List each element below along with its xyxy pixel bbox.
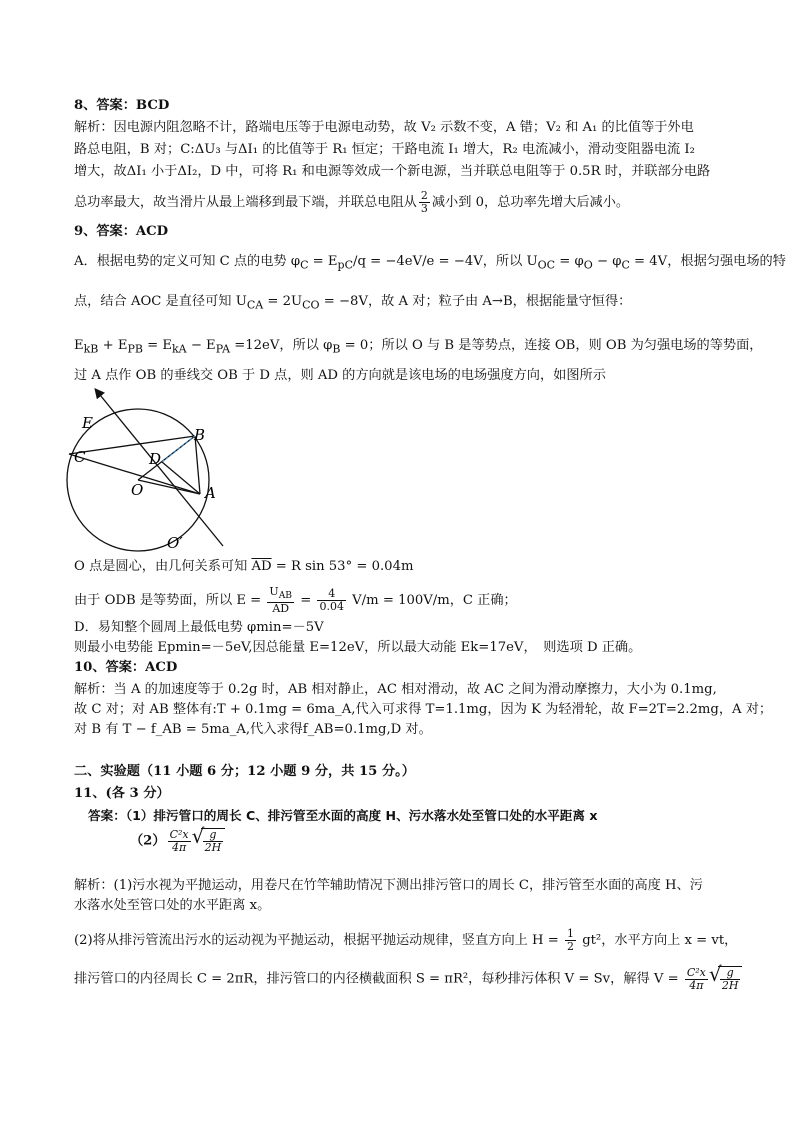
q9-l5-a: O 点是圆心，由几何关系可知: [74, 559, 252, 574]
q9-l2-a: 点，结合 AOC 是直径可知 U: [74, 294, 247, 309]
q11-e3-frac-num: C²x: [686, 965, 706, 979]
q11-e3-sqrt-den: 2H: [721, 979, 739, 992]
q9-frac-1: [267, 586, 294, 615]
q8-line3: 增大，故ΔI₁ 小于ΔI₂，D 中，可将 R₁ 和电源等效成一个新电源，当并联总电阻等于 0.5R 时，并联部分电路: [74, 164, 711, 179]
label-A: A: [205, 484, 216, 502]
q9-l1-b: C: [300, 258, 309, 272]
q9-frac-2-num: 4: [317, 588, 346, 601]
q11-e2a-text: (2)将从排污管流出污水的运动视为平抛运动，根据平抛运动规律，竖直方向上 H =: [74, 933, 563, 948]
section2-title: 二、实验题（11 小题 6 分；12 小题 9 分，共 15 分。）: [74, 764, 415, 779]
q9-l2-b: CA: [246, 298, 264, 312]
q9-l3-h: PA: [215, 342, 231, 356]
q11-ans-frac: [168, 829, 191, 854]
label-O: O: [131, 481, 144, 499]
q9-frac-2-den: 0.04: [319, 600, 344, 614]
q11-e3-sqrt-num: √ g: [720, 967, 741, 980]
q11-explain-2a: [74, 927, 738, 953]
q9-line3: [74, 336, 763, 360]
q9-l3-i: =12eV，所以 φ: [230, 338, 333, 353]
q8-line1: 解析：因电源内阻忽略不计，路端电压等于电源电动势，故 V₂ 示数不变，A 错；V₂ 和 A₁ 的比值等于外电: [74, 120, 694, 135]
q9-l3-b: kB: [83, 342, 99, 356]
q9-l5-b: $\overline{AD}$: [251, 559, 272, 574]
q9-l1-d: pC: [337, 258, 354, 272]
q11-e3-frac-den: 4π: [689, 978, 704, 992]
q9-l3-e: = E: [142, 338, 173, 353]
q11-ans-sqrt-frac: [203, 829, 224, 854]
q11-explain-3: [74, 965, 739, 992]
q9-line8: 则最小电势能 Epmin=－5eV,因总能量 E=12eV，所以最大动能 Ek=17eV， 则选项 D 正确。: [74, 640, 642, 655]
q9-l1-k: = 4V，根据匀强电场的特: [629, 254, 786, 269]
q9-line1: [74, 252, 786, 276]
q11-answer-2: [130, 828, 780, 854]
q9-l3-j: B: [332, 342, 341, 356]
q8-frac-den: 3: [420, 202, 428, 215]
label-C: C: [74, 448, 86, 466]
q11-ans-sqrt: [201, 828, 226, 854]
q11-ans-frac-den: 4π: [171, 840, 187, 854]
q11-ans2-label: （2）: [130, 833, 166, 849]
label-E: E: [82, 414, 93, 432]
q9-frac-1-sub: AB: [278, 590, 293, 602]
geometry-figure: [66, 384, 246, 554]
label-O-prime: O′: [167, 534, 183, 552]
q9-frac-1-den: AD: [272, 602, 290, 616]
q9-l1-a: A．根据电势的定义可知 C 点的电势 φ: [74, 254, 301, 269]
q11-e3-sqrt-frac: [720, 967, 741, 992]
q10-line1: 解析：当 A 的加速度等于 0.2g 时，AB 相对静止，AC 相对滑动，故 AC 之间为滑动摩擦力，大小为 0.1mg,: [74, 682, 717, 697]
q10-line2: 故 C 对；对 AB 整体有:T + 0.1mg = 6ma_A,代入可求得 T=1.1mg，因为 K 为轻滑轮，故 F=2T=2.2mg，A 对；: [74, 702, 773, 717]
q11-e2-frac-den: 2: [567, 940, 574, 953]
q11-e2-frac-num: 1: [567, 927, 574, 940]
q11-e3-sqrt: [718, 966, 743, 992]
q9-frac-1-num: [267, 586, 294, 603]
q9-l3-c: + E: [98, 338, 128, 353]
q9-l3-g: − E: [186, 338, 216, 353]
q11-answer-1: 答案：（1）排污管口的周长 C、排污管至水面的高度 H、污水落水处至管口处的水平距离 x: [88, 808, 598, 823]
q9-line5: [74, 557, 724, 577]
q11-e3-text: 排污管口的内径周长 C = 2πR，排污管口的内径横截面积 S = πR²，每秒排污体积 V = Sv，解得 V =: [74, 971, 683, 987]
q8-line4-b: 减小到 0，总功率先增大后减小。: [431, 195, 630, 210]
q11-ans-sqrt-num: √ g: [203, 829, 224, 842]
q8-line2: 路总电阻，B 对；C:ΔU₃ 与ΔI₁ 的比值等于 R₁ 恒定；干路电流 I₁ 增大，R₂ 电流减小，滑动变阻器电流 I₂: [74, 142, 695, 157]
q11-e2b-text: gt²，水平方向上 x = vt，: [578, 933, 738, 948]
q8-title: 8、答案：BCD: [74, 98, 170, 113]
q11-ans-frac-num: C²x: [169, 827, 189, 841]
q11-explain-1a: 解析：(1)污水视为平抛运动，用卷尺在竹竿辅助情况下测出排污管口的周长 C，排污管至水面的高度 H、污: [74, 878, 703, 893]
q9-frac-2: [317, 588, 346, 613]
q9-l1-c: = E: [308, 254, 338, 269]
q9-l1-h: O: [583, 258, 593, 272]
q9-l1-f: OC: [537, 258, 556, 272]
q9-l2-d: CO: [302, 298, 320, 312]
q10-title: 10、答案：ACD: [74, 660, 178, 675]
q9-l3-k: = 0；所以 O 与 B 是等势点，连接 OB，则 OB 为匀强电场的等势面，: [340, 338, 763, 353]
q11-title: 11、(各 3 分）: [74, 786, 170, 801]
q9-l2-e: = −8V，故 A 对；粒子由 A→B，根据能量守恒得：: [319, 294, 632, 309]
q8-line4-a: 总功率最大，故当滑片从最上端移到最下端，并联总电阻从: [74, 195, 417, 210]
q10-line3: 对 B 有 T − f_AB = 5ma_A,代入求得f_AB=0.1mg,D 对。: [74, 722, 432, 737]
label-D: D: [149, 450, 162, 468]
q9-l6-b: V/m = 100V/m，C 正确；: [347, 593, 517, 609]
q9-line6: [74, 586, 724, 615]
q11-explain-1b: 水落水处至管口处的水平距离 x。: [74, 898, 271, 913]
q9-l1-i: − φ: [592, 254, 622, 269]
q9-frac-1-u: U: [269, 585, 279, 598]
q9-l3-a: E: [74, 338, 84, 353]
label-B: B: [194, 426, 206, 444]
q9-line7: D．易知整个圆周上最低电势 φmin=－5V: [74, 620, 324, 635]
q9-line2: [74, 292, 724, 316]
q9-l3-f: kA: [172, 342, 187, 356]
q9-line4: 过 A 点作 OB 的垂线交 OB 于 D 点，则 AD 的方向就是该电场的电场强度方向，如图所示: [74, 368, 606, 383]
q9-l6-mid: =: [296, 593, 316, 609]
q9-title: 9、答案：ACD: [74, 224, 169, 239]
q11-e3-frac: [685, 967, 708, 992]
q8-line4: [74, 190, 724, 215]
q9-l1-g: = φ: [555, 254, 584, 269]
q9-l2-c: = 2U: [263, 294, 303, 309]
q9-l5-c: = R sin 53° = 0.04m: [271, 559, 414, 574]
q9-l1-j: C: [621, 258, 630, 272]
q8-frac-num: 2: [420, 189, 428, 202]
q9-l3-d: PB: [127, 342, 143, 356]
q8-fraction: [419, 190, 430, 215]
q11-ans-sqrt-den: 2H: [204, 841, 222, 854]
q9-l6-a: 由于 ODB 是等势面，所以 E =: [74, 593, 266, 609]
q9-l1-e: /q = −4eV/e = −4V，所以 U: [353, 254, 538, 269]
q11-e2-frac: [565, 928, 576, 953]
